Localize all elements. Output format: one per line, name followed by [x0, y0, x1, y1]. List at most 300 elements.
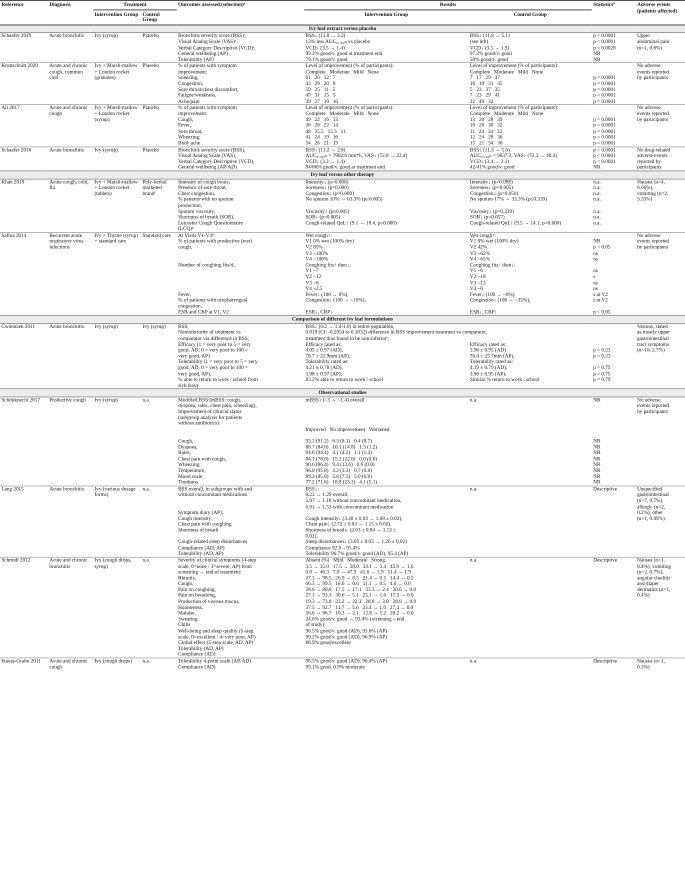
study-results-intervention-line: V3 ~100%: [305, 249, 329, 256]
study-outcomes-line: Sore throat,: [178, 127, 203, 135]
study-outcomes-line: Tolerability 4-point scale (AP, AD): [178, 657, 251, 664]
study-results-intervention-line: 4.21 ± 0.78 (AD),: [305, 364, 343, 371]
study-diagnosis: Acute and chronic cough, common cold: [48, 63, 93, 105]
study-results-intervention-line: mBSS↓ (~3 → ~1.4) overall: [305, 396, 365, 403]
study-adverse-events-line: (n=1, 0.8%): [637, 44, 663, 51]
study-results-control-line: Level of improvement (% of participants):: [469, 62, 559, 69]
study-adverse-events-line: 0.4%), vomiting: [637, 562, 672, 569]
study-statistics: [592, 33, 636, 63]
study-statistics-line: ns: [593, 249, 598, 256]
study-results-intervention-line: BSS↓ (6.2 → 1.4-1.6) in entire population,: [305, 323, 395, 330]
study-results-intervention-line: 37.5 → 92.7 11.7 → 5.6 23.4 → 1.6 27.4 → 0.0: [305, 603, 414, 611]
study-results-intervention-line: Intensity↓ (p=0.000): [305, 178, 349, 185]
study-control: Standard care: [141, 232, 177, 315]
col-header-diagnosis: Diagnosis: [48, 0, 93, 24]
study-adverse-events-line: adverse events: [637, 152, 668, 159]
study-outcomes-line: Tolerability (AP): [178, 55, 214, 63]
col-header-results: Results: [304, 0, 592, 9]
study-outcomes-line: % of patients with symptom: [178, 104, 237, 111]
study-outcomes-line: screening → end of treatment:: [178, 568, 242, 575]
study-outcomes-line: Mood scale,: [178, 473, 204, 480]
study-adverse-events: [636, 486, 685, 557]
study-results-intervention-line: 99.3% good/v. good at treatment end: [305, 50, 383, 57]
study-outcomes-line: Cough intensity: [178, 514, 212, 522]
study-outcomes: [177, 486, 304, 557]
study-results-intervention: [304, 33, 468, 63]
study-intervention: Ivy (various dosage forms): [93, 486, 141, 557]
study-outcomes-line: Sweating: [178, 615, 198, 622]
study-statistics-line: p = 0.0001: [593, 86, 616, 93]
study-statistics-line: p < 0.0001: [593, 152, 616, 159]
study-adverse-events-line: 3.33%): [637, 196, 653, 203]
study-results-control-line: Viscosity↓ (p=0.339): [469, 207, 514, 215]
study-results-intervention-line: Coughing fits↑ then↓:: [305, 261, 351, 268]
study-outcomes-line: Wheezing,: [178, 461, 201, 468]
study-statistics-line: p = 0.0001: [593, 116, 616, 123]
study-results-intervention-line: ESR↓, CRP↓: [305, 308, 333, 315]
study-intervention: Ivy + Marsh-mallow + London rocket (syrup): [93, 105, 141, 147]
study-results-control: [469, 147, 592, 171]
study-adverse-events-line: by participants: [637, 116, 668, 123]
study-statistics: [592, 557, 636, 658]
study-outcomes-line: Chills: [178, 621, 191, 628]
study-results-intervention-line: V1 ~7: [305, 267, 319, 274]
study-outcomes-line: scale, 0=none / 3=severe, AP) from: [178, 562, 252, 569]
study-adverse-events: [636, 658, 685, 670]
study-outcomes-line: Intensity of cough bouts,: [178, 178, 230, 185]
study-statistics-line: p = 0.0001: [593, 74, 616, 81]
study-adverse-events-line: by participants: [637, 243, 668, 251]
study-results-intervention-line: 24.6% good/v. good → 93.4% (screening→end: [305, 615, 405, 622]
study-statistics-line: p = 0.0001: [593, 80, 616, 87]
study-results-intervention-line: 28.6 → 80.6 17.5 → 17.1 33.3 → 2.4 20.6 → 0.0: [305, 586, 417, 593]
study-outcomes-line: % able to return to work / school from: [178, 376, 258, 383]
study-results-intervention-line: Efficacy rated as:: [305, 340, 342, 347]
study-adverse-events-line: 0.2%), other: [637, 509, 663, 516]
section-title: Ivy leaf versus other therapy: [0, 171, 685, 179]
study-outcomes-line: % of patients with productive (wet): [178, 238, 252, 245]
study-reference: Schaefer 2016: [0, 147, 48, 171]
study-adverse-events: [636, 232, 685, 315]
study-outcomes: [177, 658, 304, 670]
study-results-intervention-line: V4 ~100%: [305, 255, 329, 262]
study-results-intervention-line: Chest pain↓ (2.72 ± 0.03 → 1.15 ± 0.02),: [305, 520, 392, 528]
study-diagnosis: Acute bronchitis: [48, 324, 93, 389]
study-results-control-line: No sputum 17% → 33.3% (p≤0.339): [469, 196, 547, 203]
study-results-intervention-line: of study): [305, 621, 325, 628]
study-results-intervention-line: 99.1% good, 0.9% moderate: [305, 663, 365, 670]
study-outcomes: [177, 324, 304, 389]
study-results-intervention-line: 0.0 → 46.3 7.0 → 47.9 41.6 → 3.9 51.4 → 1.9: [305, 568, 411, 575]
study-results-intervention-line: VCD↓ (3.3 → 1.4): [305, 158, 345, 165]
study-statistics: [592, 179, 636, 233]
study-results-intervention-line: 6.23 → 1.29 overall,: [305, 491, 349, 498]
study-statistics-line: NR: [593, 455, 601, 462]
study-intervention: Ivy (syrup): [93, 397, 141, 486]
study-results-control-line: n.a.: [469, 657, 478, 664]
study-statistics-line: p < 0.0001: [593, 32, 616, 39]
study-results-intervention-line: 0.019 (CI: -0.2654 to 0.3032) difference in BSS improvement treatment vs comparator,: [305, 329, 488, 336]
study-statistics-line: ns: [593, 255, 598, 262]
study-results-control: [469, 33, 592, 63]
study-reference: Schmidt 2012: [0, 557, 48, 658]
study-results-intervention: [304, 147, 468, 171]
study-results-control-line: n.a.: [469, 396, 478, 403]
study-adverse-events-line: angular cheilitis: [637, 574, 671, 581]
study-outcomes-line: Tolerability (1 = very poor to 5 = very: [178, 358, 258, 365]
study-results-control-line: BSS↓ (11.3 → 5.6): [469, 146, 510, 153]
study-results-control: [469, 557, 592, 658]
study-outcomes-line: comparator via difference in BSS,: [178, 334, 249, 342]
study-results-control-line: 3.96 ± 0.95 (AP);: [469, 370, 507, 377]
study-intervention: Ivy (cough drops, syrup): [93, 557, 141, 658]
study-results-intervention-line: 98.5% good/v. good (AD), 96.4% (AP): [305, 657, 388, 664]
study-results-intervention: [304, 105, 468, 147]
study-outcomes-line: good, AD; 0 = very poor to 100 =: [178, 346, 248, 353]
study-results-control-line: n.a.: [469, 556, 478, 564]
study-results-control-line: (see left): [469, 38, 489, 45]
study-results-intervention-line: 96.0 (95.8) 3.2 (3.3) 0.7 (0.8): [305, 467, 372, 474]
study-outcomes-line: Rhinitis,: [178, 574, 196, 581]
study-adverse-events-line: Upper: [637, 32, 651, 39]
study-outcomes: [177, 147, 304, 171]
study-results-intervention-line: 88.7 (84.0) 10.1 (14.8) 1.3 (1.2): [305, 443, 378, 450]
study-results-intervention-line: 36 28 22 14: [305, 122, 339, 129]
study-results-control-line: 18 20 30 32: [469, 122, 503, 129]
study-intervention: Ivy (cough drops): [93, 658, 141, 670]
study-results-intervention-line: VCD↓ (3.5 → 1.4): [305, 44, 345, 51]
study-results-intervention: [304, 63, 468, 105]
study-results-control-line: AUC₀,₁₆₀ₕ = 9637.3, VAS↓ (72.3 → 40.3): [469, 152, 558, 159]
study-results-intervention-line: 3.5 → 35.0 17.5 → 58.0 33.1 → 5.4 45.9 → 1.6: [305, 562, 414, 569]
study-reference: Kruttschnitt 2020: [0, 63, 48, 105]
study-results-intervention-line: Level of improvement (% of participants):: [305, 62, 394, 69]
study-results-control: [469, 232, 592, 315]
study-control: Placebo: [141, 63, 177, 105]
study-outcomes-line: Efficacy (1 = very poor to 5 = very: [178, 340, 251, 347]
study-control: Ivy (syrup): [141, 324, 177, 389]
study-results-control-line: V2 42%: [469, 243, 488, 251]
study-diagnosis: Acute bronchitis: [48, 33, 93, 63]
study-diagnosis: Productive cough: [48, 397, 93, 486]
study-row: [0, 232, 685, 315]
study-outcomes-line: Severity of clinical symptoms (4-step: [178, 556, 257, 564]
study-results-control-line: 5 23 37 35: [469, 86, 500, 93]
study-diagnosis: Acute bronchitis: [48, 486, 93, 557]
study-results-intervention-line: 6.91 → 1.53 with concomitant medication: [305, 503, 394, 510]
study-outcomes: [177, 63, 304, 105]
study-adverse-events-line: No adverse: [637, 396, 661, 403]
study-statistics-line: p = 0.79: [593, 376, 611, 383]
study-outcomes-line: Temperature,: [178, 467, 206, 474]
study-statistics: [592, 397, 636, 486]
header-row-2: [0, 10, 685, 25]
study-results-intervention: [304, 486, 468, 557]
study-outcomes-line: Dyspnea,: [178, 443, 198, 450]
study-results-intervention-line: 49 22 16 13: [305, 116, 339, 123]
study-results-control-line: VCD↓ (3.4 → 2.1): [469, 158, 510, 165]
study-adverse-events-line: (n=16, 2.7%): [637, 346, 665, 353]
study-results-control-line: V1 ~6: [469, 267, 483, 274]
study-results-intervention-line: Cough-related QoL↑ (9.1 → 18.4, p=0.000): [305, 219, 397, 226]
study-outcomes-line: Sputum viscosity,: [178, 207, 216, 215]
study-outcomes-line: Chest pain with cough,: [178, 455, 227, 462]
study-diagnosis: Acute cough, cold, flu: [48, 179, 93, 233]
study-outcomes-line: Tolerability (AD, AP): [178, 550, 224, 557]
study-statistics-line: NR: [593, 55, 601, 63]
study-statistics-line: ns: [593, 285, 598, 292]
study-statistics-line: Descriptive: [593, 485, 618, 492]
study-outcomes-line: Shortness of breath: [178, 526, 219, 533]
study-results-intervention-line: Absent (%) Mild Moderate Strong: [305, 556, 385, 564]
study-results-control-line: 76.4 ± 23.7mm (AP),: [469, 352, 515, 359]
study-statistics-line: n.a.: [593, 190, 601, 197]
study-diagnosis: Acute and chronic bronchitis: [48, 557, 93, 658]
study-outcomes: [177, 105, 304, 147]
study-outcomes-line: Fatigue/weakness,: [178, 91, 217, 99]
study-results-control-line: 11 24 34 32: [469, 127, 503, 135]
study-outcomes-line: (LCQ)ᵍ: [178, 225, 194, 232]
study-results-intervention-line: 19.3 → 73.8 23.2 → 22.3 28.8 → 3.0 28.8 → 0.9: [305, 598, 417, 605]
study-statistics: [592, 658, 636, 670]
study-row: [0, 179, 685, 233]
study-results-control: [469, 486, 592, 557]
study-results-intervention-line: No sputum 10% → 63.3% (p≤0.005): [305, 196, 383, 203]
study-outcomes-line: Presence of sore throat,: [178, 184, 227, 191]
study-diagnosis: Acute and chronic cough: [48, 105, 93, 147]
study-results-control: [469, 179, 592, 233]
study-results-control-line: Tolerability rated as:: [469, 358, 513, 365]
study-statistics-line: NR: [593, 449, 601, 456]
study-outcomes-line: Well-being and sleep quality (5-step: [178, 627, 254, 634]
study-outcomes-line: Fever,: [178, 291, 192, 298]
study-results-intervention-line: 96.5% good/v. good (AD), 93.6% (AP): [305, 627, 388, 634]
study-outcomes-line: Bronchitis severity score (BSS)ᶜ,: [178, 32, 247, 39]
study-control: Placebo: [141, 105, 177, 147]
study-results-intervention-line: BSS↓:: [305, 485, 319, 492]
study-outcomes-line: At Visits V1-V4ʰ:: [178, 232, 216, 239]
study-statistics-line: Descriptive: [593, 556, 618, 564]
study-statistics: [592, 324, 636, 389]
study-results-intervention: [304, 557, 468, 658]
study-results-intervention-line: 27.1 → 93.3 30.6 → 5.1 25.1 → 1.6 17.3 → 0.0: [305, 592, 414, 599]
study-outcomes-line: Sore throat/chest discomfort,: [178, 86, 239, 93]
study-outcomes-line: Sneezing,: [178, 74, 199, 81]
col-header-statistics: Statisticsᵇ: [592, 0, 636, 24]
study-row: [0, 63, 685, 105]
study-results-control-line: 15 21 34 30: [469, 139, 503, 146]
study-results-control: [469, 658, 592, 670]
study-outcomes-line: improvement:: [178, 68, 208, 75]
study-adverse-events: [636, 147, 685, 171]
study-results-control-line: Complete Moderate Mild None: [469, 68, 544, 75]
study-outcomes-line: scale, 0=excellent / 4=very poor, AP): [178, 633, 256, 640]
study-statistics-line: p < 0.0001: [593, 146, 616, 153]
study-results-control-line: 97.2% good/v. good: [469, 50, 512, 57]
study-results-intervention-line: Level of improvement (% of participants):: [305, 104, 394, 111]
study-results-control-line: Soreness↓ (p=0.005): [469, 184, 514, 191]
study-adverse-events-line: events reported: [637, 402, 669, 409]
study-results-intervention-line: Fever↓ (100 → 0%),: [305, 291, 349, 298]
study-results-control-line: SOB↓ (p=0.057): [469, 213, 505, 220]
study-outcomes-line: Leicester Cough Questionnaire: [178, 219, 243, 226]
study-outcomes-line: Production of viscous mucus,: [178, 598, 240, 605]
study-adverse-events: [636, 179, 685, 233]
study-results-intervention-line: 66.3 → 99.5 18.6 → 0.0 11.1 → 0.5 4.0 → 0.0: [305, 580, 411, 587]
study-results-control-line: BSS↓ (11.8 → 5.1): [469, 32, 510, 39]
study-results-control-line: 7 23 29 41: [469, 91, 500, 99]
study-results-control-line: 4.19 ± 0.79 (AD),: [469, 364, 508, 371]
study-results-intervention-line: Viscosity↓ (p≤0.005): [305, 207, 350, 215]
section-row: [0, 171, 685, 179]
study-adverse-events-line: Various, stated: [637, 323, 668, 330]
study-results-control-line: V3 ~62%: [469, 249, 490, 256]
study-results-control-line: 13 20 28 39: [469, 116, 503, 123]
study-statistics-line: NR: [593, 238, 601, 245]
study-results-intervention-line: V2 85%: [305, 243, 323, 251]
study-statistics-line: Descriptive: [593, 657, 618, 664]
study-outcomes-line: Tiredness: [178, 478, 199, 486]
study-statistics-line: p < 0.0001: [593, 158, 616, 165]
study-statistics: [592, 105, 636, 147]
study-row: [0, 105, 685, 147]
study-outcomes-line: Global effect (5-step scale, AD, AP): [178, 639, 254, 646]
study-statistics-line: p = 0.23: [593, 352, 611, 359]
study-statistics-line: n.a.: [593, 184, 601, 191]
study-results-intervention-line: BSS↓ (11.2 → 2.8): [305, 146, 346, 153]
col-header-reference: Reference: [0, 0, 48, 24]
study-results-control-line: 3.96 ± 0.95 (AD): [469, 346, 506, 353]
study-outcomes-line: Cough-related sleep disturbances: [178, 538, 248, 545]
study-results-intervention-line: SOB↓ (p=0.005): [305, 213, 341, 220]
study-outcomes-line: Visual Analog Scale (VAS)ᵈ,: [178, 38, 238, 45]
study-adverse-events-line: vomiting (n=2,: [637, 190, 669, 197]
study-results-intervention-line: 48 25.5 15.5 11: [305, 127, 346, 135]
study-results-intervention-line: 49 31 15 5: [305, 91, 336, 99]
study-results-intervention-line: 79.1% good/v. good: [305, 55, 348, 63]
section-row: [0, 316, 685, 324]
study-results-control-line: Fever↓ (100 → ~8%): [469, 291, 515, 298]
study-outcomes-line: (subgroup analysis for patients: [178, 414, 243, 421]
study-control: n.a.: [141, 658, 177, 670]
study-results-intervention-line: 99.2% good/v. good (AD), 96.9% (AP): [305, 633, 388, 640]
study-outcomes-line: BSS,: [178, 323, 189, 330]
study-adverse-events-line: events reported: [637, 238, 669, 245]
study-results-intervention-line: Complete Moderate Mild None: [305, 68, 379, 75]
study-row: [0, 397, 685, 486]
study-statistics-line: ns: [593, 279, 598, 286]
study-statistics: [592, 486, 636, 557]
study-reference: Ali 2017: [0, 105, 48, 147]
col-header-outcomes: Outcomes assessed (selection)ᵃ: [177, 0, 304, 24]
study-adverse-events-line: (n=2, 0.7%),: [637, 568, 664, 575]
study-results-intervention-line: 5.97 → 1.18 without concomitant medication,: [305, 497, 402, 504]
study-results-intervention-line: Congestion↓ (p=0.000): [305, 190, 354, 197]
study-control: n.a.: [141, 557, 177, 658]
study-adverse-events-line: gastrointestinal: [637, 491, 669, 498]
study-results-control: [469, 63, 592, 105]
study-results-control-line: V1 0% wet (100% dry): [469, 238, 519, 245]
study-results-control-line: V3 ~13: [469, 279, 486, 286]
study-statistics-line: p < 0.0001: [593, 38, 616, 45]
study-intervention: Ivy + Marsh-mallow + London rocket (tablets): [93, 179, 141, 233]
study-outcomes-line: Rales,: [178, 449, 191, 456]
study-results-intervention-line: Complete Moderate Mild None: [305, 110, 379, 117]
table-body: [0, 25, 685, 670]
study-adverse-events-line: (n=1, 0.09%): [637, 514, 665, 522]
study-results-intervention-line: 94.8 (94.4) 4.1 (4.2) 1.1 (1.4): [305, 449, 372, 456]
study-results-control-line: Congestion↓ (100 → ~35%),: [469, 296, 531, 304]
study-statistics-line: NR: [593, 467, 601, 474]
col-header-adverse-events: Adverse events (patients affected): [636, 0, 685, 24]
study-results-intervention-line: 43 29 20 8: [305, 80, 336, 87]
study-statistics-line: p = 0.75: [593, 364, 611, 371]
study-results-control-line: Similar % return to work / school: [469, 376, 540, 383]
study-results-control: [469, 324, 592, 389]
study-adverse-events-line: 0.3%): [637, 663, 650, 670]
study-results-intervention-line: 59 25 11 5: [305, 86, 336, 93]
study-outcomes: [177, 179, 304, 233]
study-row: [0, 33, 685, 63]
study-outcomes-line: General wellbeing (AP): [178, 50, 228, 57]
study-results-intervention-line: 56.6 → 96.7 10.3 → 2.1 12.8 → 1.2 20.2 → 0.0: [305, 609, 414, 616]
study-adverse-events-line: 6.66%),: [637, 184, 654, 191]
study-results-intervention-line: Tolerability 96.7% good/v. good (AD), 95.4 (AP): [305, 550, 409, 557]
study-reference: Cwientzek 2011: [0, 324, 48, 389]
study-outcomes-line: Malaise,: [178, 609, 196, 616]
study-outcomes-line: Ache/pain: [178, 97, 200, 105]
study-outcomes-line: Tolerability (AD, AP): [178, 645, 224, 652]
study-row: [0, 658, 685, 670]
study-diagnosis: Recurrent acute respiratory virus infections: [48, 232, 93, 315]
study-results-intervention: [304, 232, 468, 315]
study-adverse-events-line: by participants: [637, 74, 668, 81]
study-adverse-events-line: Nausea (n=1,: [637, 556, 665, 564]
study-outcomes-line: Wheezing,: [178, 133, 201, 141]
study-results-control-line: Complete Moderate Mild None: [469, 110, 544, 117]
study-statistics-line: n.a.: [593, 196, 601, 203]
study-results-control-line: V2 ~18: [469, 273, 486, 280]
study-statistics-line: NR: [593, 478, 601, 486]
study-results-control-line: V4 ~6: [469, 285, 483, 292]
study-outcomes-line: Pain on breathing,: [178, 592, 217, 599]
section-title: Observational studies: [0, 389, 685, 397]
study-outcomes-line: Number of coughing fits/d,: [178, 261, 235, 268]
study-statistics-line: NR: [593, 473, 601, 480]
col-header-control-group: Control Group: [141, 10, 177, 25]
study-results-intervention-line: 83.2% able to return to work / school: [305, 376, 383, 383]
study-results-intervention-line: 88.9% good/excellent: [305, 639, 351, 646]
study-intervention: Ivy (syrup): [93, 33, 141, 63]
study-row: [0, 324, 685, 389]
study-outcomes-line: improvement:: [178, 110, 208, 117]
study-control: n.a.: [141, 397, 177, 486]
study-results-intervention-line: 77.2 (71.6) 18.8 (23.3) 4.1 (5.1): [305, 478, 378, 486]
study-outcomes-line: very good, AP),: [178, 370, 212, 377]
study-statistics: [592, 63, 636, 105]
study-results-control-line: 42/41% good/v. good: [469, 163, 515, 171]
study-outcomes-line: very good, AP): [178, 352, 210, 359]
study-outcomes-line: good, AD; 0 = very poor to 100 =: [178, 364, 248, 371]
study-statistics-line: NR: [593, 396, 601, 403]
study-statistics: [592, 232, 636, 315]
study-statistics-line: s at V2: [593, 296, 608, 304]
study-adverse-events-line: as mostly upper: [637, 329, 671, 336]
study-results-control-line: [470, 383, 591, 389]
study-outcomes-line: Verbal Category Descriptive (VCD),: [178, 158, 255, 165]
study-results-control-line: ESR↓, CRP↓: [469, 308, 498, 315]
study-outcomes-line: Shortness of breath (SOB),: [178, 213, 235, 220]
